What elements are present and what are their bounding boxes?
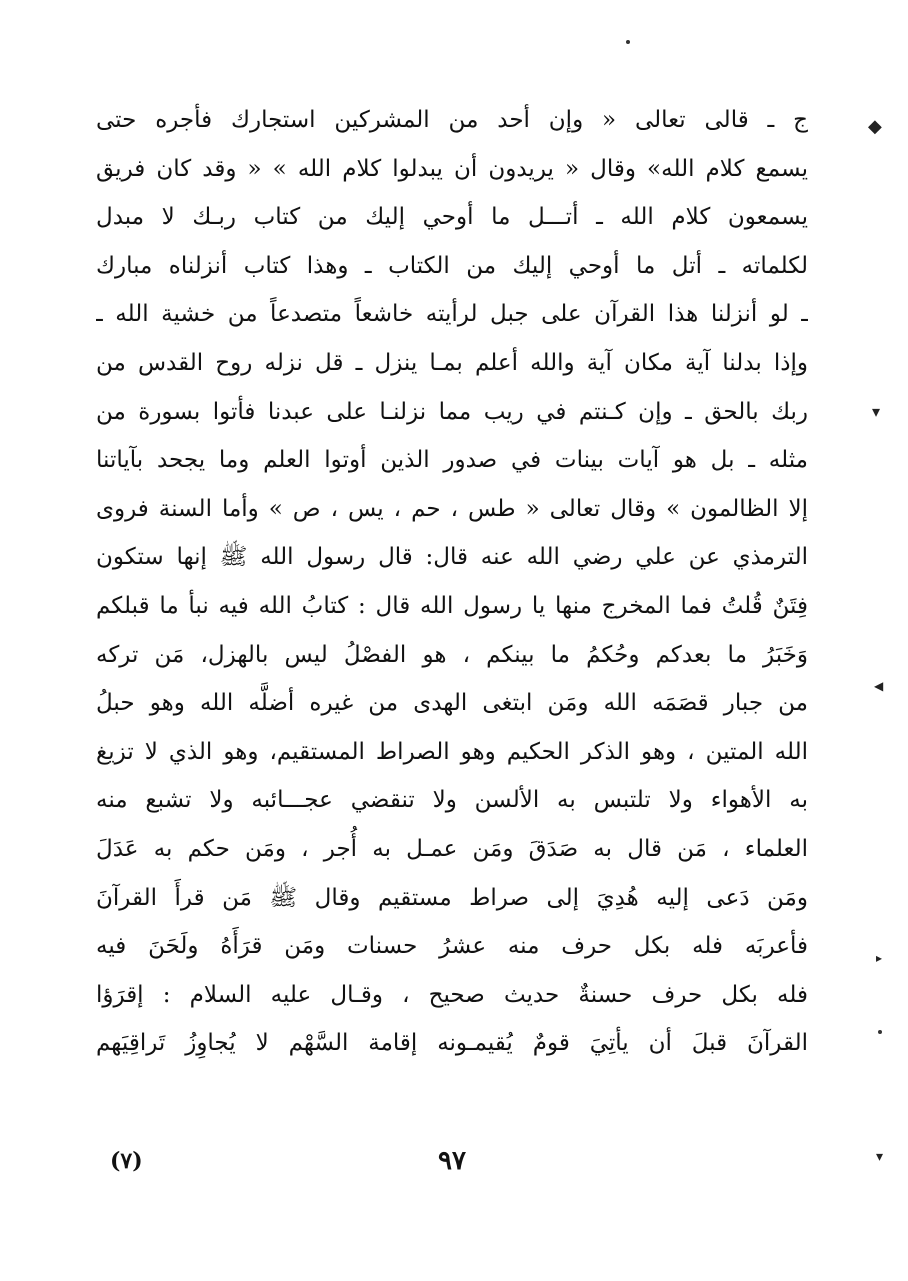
text-line: يسمعون كلام الله ـ أتـــل ما أوحي إليك من كتاب ربـك لا مبدل: [96, 204, 808, 231]
text-line: القرآنَ قبلَ أن يأتِيَ قومٌ يُقيمـونه إقامة السَّهْم لا يُجاوِزُ تَراقِيَهم: [96, 1030, 808, 1057]
text-line: الترمذي عن علي رضي الله عنه قال: قال رسول الله ﷺ إنها ستكون: [96, 544, 808, 571]
text-line: ربك بالحق ـ وإن كـنتم في ريب مما نزلنـا على عبدنا فأتوا بسورة من: [96, 398, 808, 425]
text-line: وإذا بدلنا آية مكان آية والله أعلم بمـا ينزل ـ قل نزله روح القدس من: [96, 349, 808, 376]
margin-triangle-icon: ▸: [876, 951, 883, 965]
text-line: من جبار قصَمَه الله ومَن ابتغى الهدى من غيره أضلَّه الله وهو حبلُ: [96, 690, 808, 717]
text-line: ومَن دَعى إليه هُدِيَ إلى صراط مستقيم وقال ﷺ مَن قرأَ القرآنَ: [96, 884, 808, 911]
margin-triangle-icon: ◀: [874, 679, 884, 693]
speck-mark: [626, 40, 630, 44]
text-line: يسمع كلام الله» وقال « يريدون أن يبدلوا كلام الله » « وقد كان فريق: [96, 155, 808, 182]
text-line: فأعربَه فله بكل حرف منه عشرُ حسنات ومَن قرَأَهُ ولَحَنَ فيه: [96, 933, 808, 960]
text-line: ـ لو أنزلنا هذا القرآن على جبل لرأيته خاشعاً متصدعاً من خشية الله ـ: [96, 301, 808, 328]
text-line: مثله ـ بل هو آيات بينات في صدور الذين أوتوا العلم وما يجحد بآياتنا: [96, 447, 808, 474]
text-line: الله المتين ، وهو الذكر الحكيم وهو الصراط المستقيم، وهو الذي لا تزيغ: [96, 738, 808, 765]
speck-mark: [878, 1030, 882, 1034]
text-line: فله بكل حرف حسنةٌ حديث صحيح ، وقـال عليه السلام : إقرَؤا: [96, 981, 808, 1008]
text-line: فِتَنٌ قُلتُ فما المخرج منها يا رسول الله قال : كتابُ الله فيه نبأ ما قبلكم: [96, 592, 808, 619]
text-line: ج ـ قالى تعالى « وإن أحد من المشركين استجارك فأجره حتى: [96, 107, 808, 133]
text-line: إلا الظالمون » وقال تعالى « طس ، حم ، يس ، ص » وأما السنة فروى: [96, 495, 808, 522]
body-text: [96, 96, 808, 1068]
text-line: وَخَبَرُ ما بعدكم وحُكمُ ما بينكم ، هو الفصْلُ ليس بالهزل، مَن تركه: [96, 641, 808, 668]
page-footer: [96, 1136, 808, 1186]
margin-triangle-icon: ▾: [876, 1149, 884, 1165]
text-line: العلماء ، مَن قال به صَدَقَ ومَن عمـل به أُجر ، ومَن حكم به عَدَلَ: [96, 835, 808, 862]
page-number: ٩٧: [438, 1146, 466, 1176]
text-line: لكلماته ـ أتل ما أوحي إليك من الكتاب ـ وهذا كتاب أنزلناه مبارك: [96, 252, 808, 279]
signature-mark: (٧): [110, 1148, 143, 1174]
margin-diamond-icon: ◆: [868, 116, 882, 137]
margin-triangle-icon: ▾: [872, 402, 881, 421]
text-line: به الأهواء ولا تلتبس به الألسن ولا تنقضي عجـــائبه ولا تشبع منه: [96, 787, 808, 814]
